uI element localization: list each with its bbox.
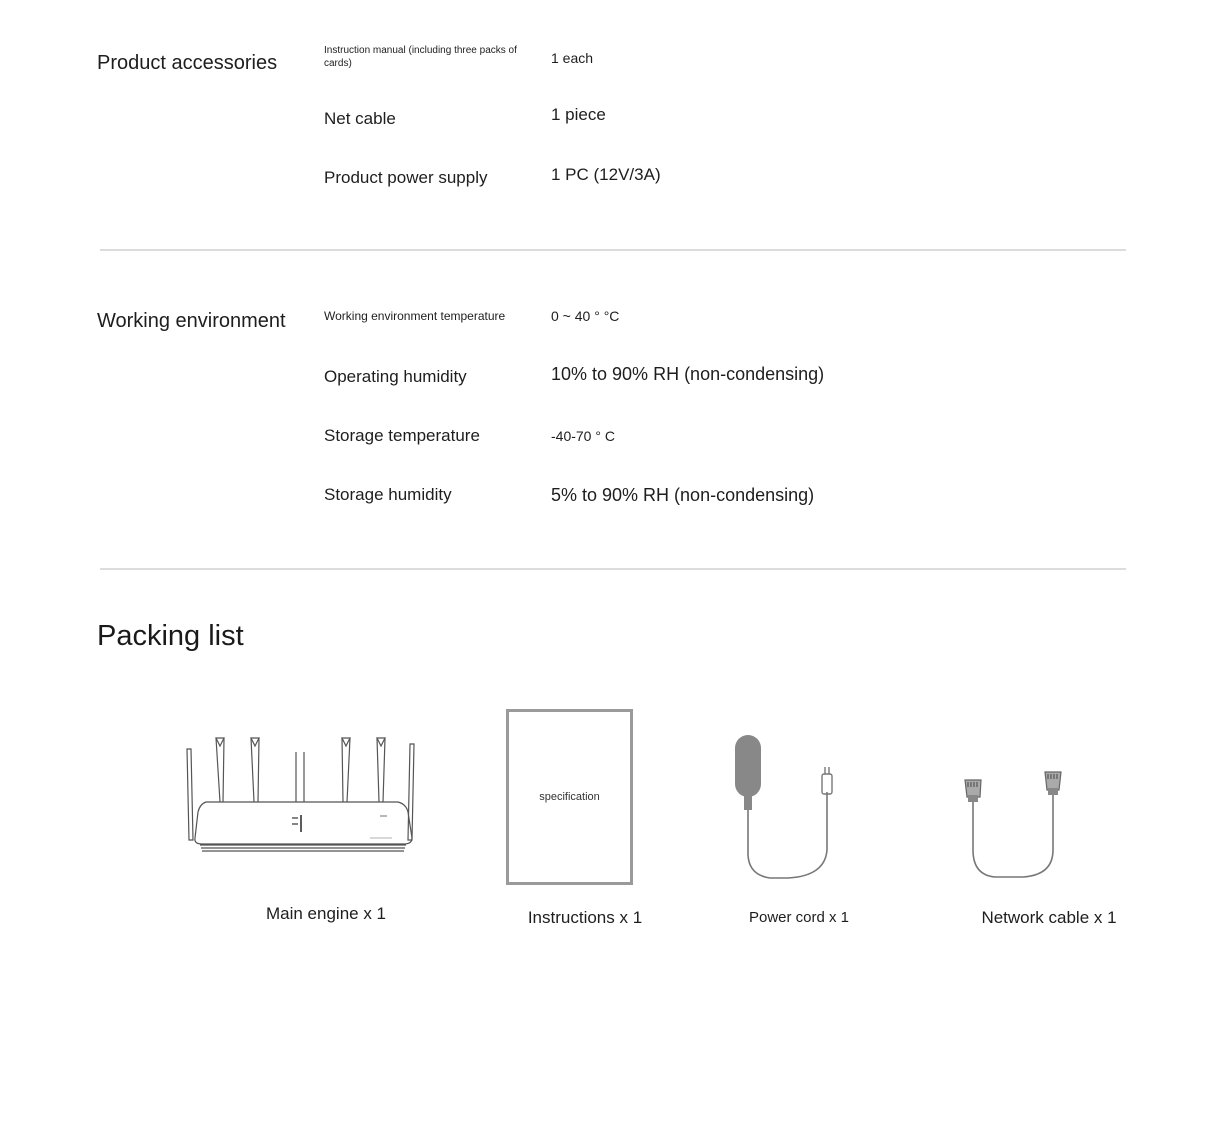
- value-product-power-supply: 1 PC (12V/3A): [551, 165, 661, 184]
- caption-network-cable: Network cable x 1: [981, 908, 1117, 927]
- manual-icon: [506, 709, 633, 885]
- value-storage-temperature: -40-70 ° C: [551, 428, 615, 444]
- value-operating-humidity: 10% to 90% RH (non-condensing): [551, 364, 825, 384]
- label-storage-temperature: Storage temperature: [324, 426, 480, 445]
- label-storage-humidity: Storage humidity: [324, 485, 452, 504]
- label-operating-humidity: Operating humidity: [324, 367, 467, 386]
- value-storage-humidity: 5% to 90% RH (non-condensing): [551, 485, 815, 505]
- network-cable-icon: [955, 765, 1075, 885]
- label-working-temperature: Working environment temperature: [324, 309, 506, 323]
- section-title-product-accessories: Product accessories: [97, 52, 278, 74]
- value-instruction-manual: 1 each: [551, 50, 594, 66]
- divider-2: [100, 568, 1126, 570]
- caption-power-cord: Power cord x 1: [748, 909, 850, 926]
- section-title-working-environment: Working environment: [97, 310, 286, 332]
- packing-list-title: Packing list: [97, 620, 244, 652]
- value-net-cable: 1 piece: [551, 105, 606, 124]
- label-product-power-supply: Product power supply: [324, 168, 488, 187]
- caption-instructions: Instructions x 1: [527, 908, 643, 927]
- label-net-cable: Net cable: [324, 109, 396, 128]
- caption-main-engine: Main engine x 1: [265, 904, 387, 923]
- power-adapter-icon: [725, 730, 845, 885]
- label-instruction-manual: Instruction manual (including three packs of cards): [324, 45, 517, 69]
- manual-cover-text: specification: [539, 791, 600, 803]
- router-icon: [180, 732, 425, 857]
- value-working-temperature: 0 ~ 40 ° °C: [551, 308, 620, 324]
- divider-1: [100, 249, 1126, 251]
